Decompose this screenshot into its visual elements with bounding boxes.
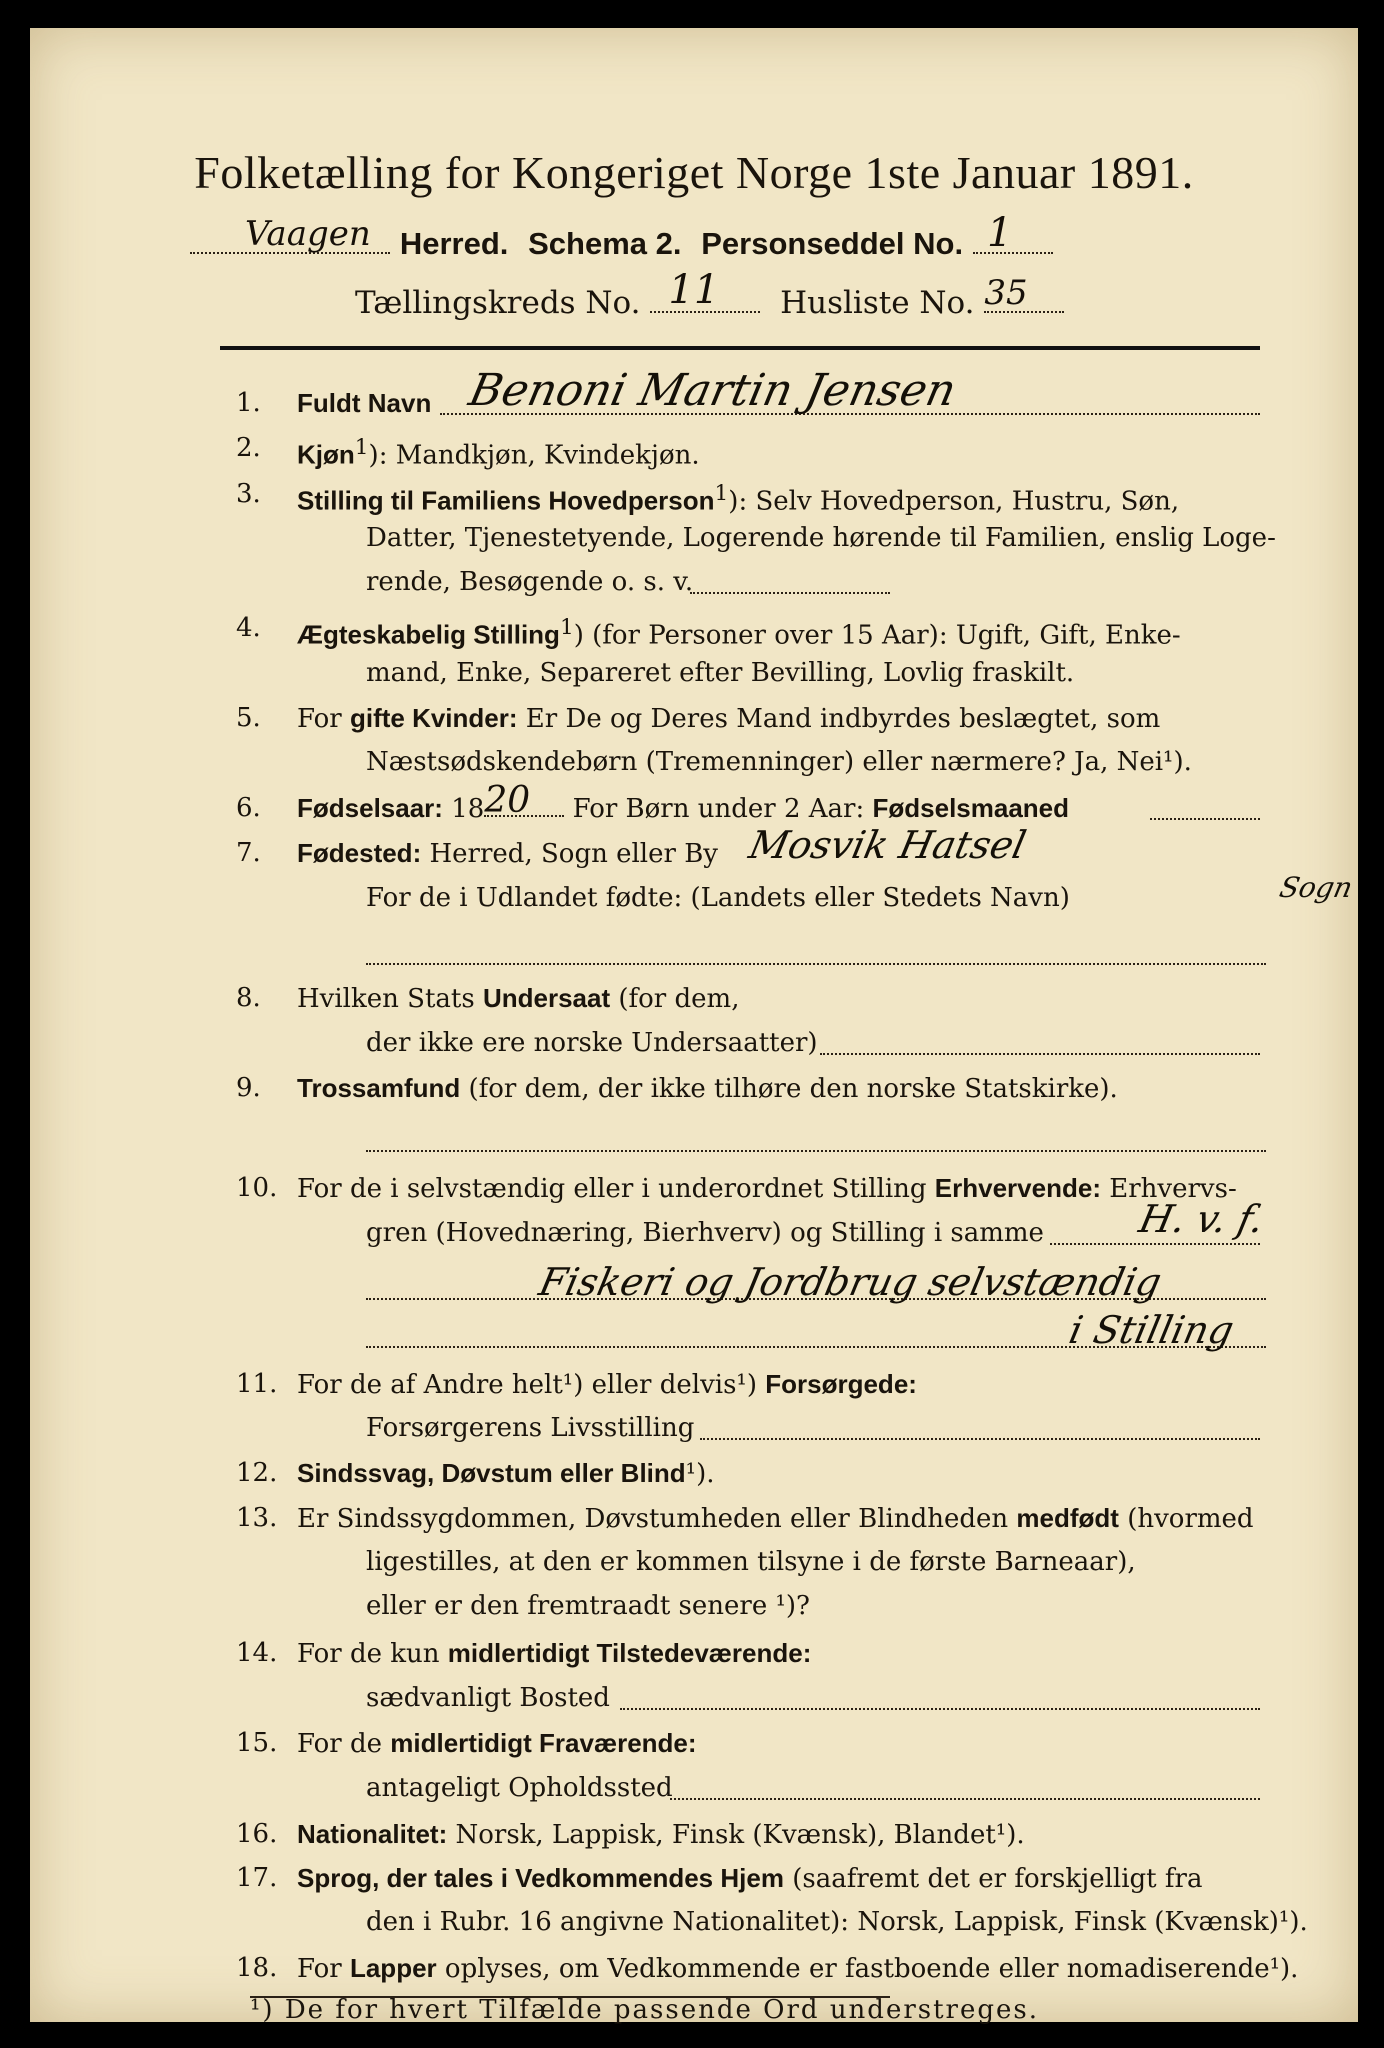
item-number: 16. [236, 1819, 278, 1849]
header-line-herred [190, 210, 1053, 262]
item-label: Fuldt Navn [297, 388, 432, 418]
herred-value: Vaagen [245, 214, 371, 254]
item-number: 3. [236, 479, 261, 509]
form-title: Folketælling for Kongeriget Norge 1ste Januar 1891. [194, 147, 1194, 198]
husliste-value: 35 [984, 273, 1028, 313]
occupation-code-value: H. v. f. [1135, 1197, 1268, 1241]
header-divider [220, 346, 1260, 350]
item-label: gifte Kvinder: [349, 703, 518, 733]
birthplace-sogn-value: Sogn [1276, 871, 1356, 904]
item-number: 9. [236, 1073, 261, 1103]
item-number: 7. [236, 838, 261, 868]
item-label: Fødested: [297, 838, 422, 868]
footnote: ¹) De for hvert Tilfælde passende Ord understreges. [250, 1995, 1040, 2025]
personseddel-label: Personseddel No. [701, 226, 964, 261]
item-number: 2. [236, 433, 261, 463]
item-continuation: antageligt Opholdssted [366, 1773, 673, 1803]
item-text: ): Mandkjøn, Kvindekjøn. [368, 440, 700, 471]
item-number: 5. [236, 703, 261, 733]
birth-year-value: 20 [484, 780, 531, 821]
item-label: Kjøn [297, 439, 355, 470]
item-continuation: Forsørgerens Livsstilling [366, 1413, 695, 1443]
occupation-value: Fiskeri og Jordbrug selvstændig [535, 1260, 1166, 1304]
item-continuation: mand, Enke, Separeret efter Bevilling, Lovlig fraskilt. [366, 658, 1075, 688]
item-label: Fødselsaar: [297, 793, 443, 823]
item-text: Er De og Deres Mand indbyrdes beslægtet, som [517, 704, 1161, 734]
item-continuation: rende, Besøgende o. s. v. [366, 567, 694, 597]
item-continuation: ligestilles, at den er kommen tilsyne i de første Barneaar), [366, 1547, 1136, 1577]
item-label: midlertidigt Tilstedeværende: [447, 1638, 812, 1668]
item-continuation: Datter, Tjenestetyende, Logerende hørende til Familien, enslig Loge- [366, 523, 1276, 553]
item-label: Erhvervende: [934, 1173, 1101, 1203]
item-number: 1. [236, 388, 261, 418]
item-continuation: gren (Hovednæring, Bierhverv) og Stilling i samme [366, 1218, 1044, 1248]
item-label: Trossamfund [297, 1073, 461, 1103]
herred-label: Herred. [399, 226, 509, 261]
item-number: 12. [236, 1458, 278, 1488]
husliste-label: Husliste No. [780, 285, 975, 321]
kreds-value: 11 [668, 267, 720, 313]
kreds-label: Tællingskreds No. [355, 285, 641, 321]
personseddel-value: 1 [986, 210, 1013, 256]
item-continuation: Næstsødskendebørn (Tremenninger) eller nærmere? Ja, Nei¹). [366, 747, 1192, 777]
item-number: 11. [236, 1369, 278, 1399]
item-label: Stilling til Familiens Hovedperson [297, 485, 715, 516]
item-label: Ægteskabelig Stilling [297, 619, 560, 650]
full-name-value: Benoni Martin Jensen [464, 365, 961, 416]
item-number: 6. [236, 793, 261, 823]
item-continuation: eller er den fremtraadt senere ¹)? [366, 1591, 810, 1621]
item-continuation: den i Rubr. 16 angivne Nationalitet): Norsk, Lappisk, Finsk (Kvænsk)¹). [366, 1907, 1308, 1937]
item-number: 8. [236, 983, 261, 1013]
item-number: 13. [236, 1503, 278, 1533]
item-continuation: sædvanligt Bosted [366, 1683, 610, 1713]
census-form: Folketælling for Kongeriget Norge 1ste Januar 1891. Vaagen Herred. Schema 2. Personseddel No. 1 Tællingskreds No. 11 Husliste No. 35 1. Fuldt Navn Benoni Martin Jensen 2. Kjøn$^1$): Mandkjøn, Kvindekjøn. 3. Stilling til Familiens Hovedperson$^1$): Selv Hovedperson, Hustru, Søn, Datter, Tjenestetyende, Logerende hørende til Familien, enslig Loge- rende, Besøgende o. s. v. 4. Ægteskabelig Stilling$^1$) (for Personer over 15 Aar): Ugift, Gift, Enke- mand, Enke, Separeret efter Bevilling, Lovlig fraskilt. 5. For gifte Kvinder: Er De og Deres Mand indbyrdes beslægtet, som Næstsødskendebørn (Tremenninger) eller nærmere? Ja, Nei¹). 6. Fødselsaar: 18 20 For Børn under 2 Aar: Fødselsmaaned 7. Fødested: Herred, Sogn eller By Mosvik Hatsel For de i Udlandet fødte: (Landets eller Stedets Navn) Sogn 8. Hvilken Stats Undersaat (for dem, der ikke ere norske Undersaatter) 9. Trossamfund (for dem, der ikke tilhøre den norske Statskirke). 10. For de i selvstændig eller i underordnet Stilling Erhvervende: Erhvervs- gren (Hovednæring, Bierhverv) og Stilling i samme H. v. f. Fiskeri og Jordbrug selvstændig i Stilling 11. For de af Andre helt¹) eller delvis¹) Forsørgede: Forsørgerens Livsstilling 12. Sindssvag, Døvstum eller Blind¹). 13. Er Sindssygdommen, Døvstumheden eller Blindheden medfødt (hvormed ligestilles, at den er kommen tilsyne i de første Barneaar), eller er den fremtraadt senere ¹)? 14. For de kun midlertidigt Tilstedeværende: sædvanligt Bosted 15. For de midlertidigt Fraværende: antageligt Opholdssted 16. Nationalitet: Norsk, Lappisk, Finsk (Kvænsk), Blandet¹). 17. Sprog, der tales i Vedkommendes Hjem (saafremt det er forskjelligt fra den i Rubr. 16 angivne Nationalitet): Norsk, Lappisk, Finsk (Kvænsk)¹). 18. For Lapper oplyses, om Vedkommende er fastboende eller nomadiserende¹). [30, 28, 1358, 2022]
item-label: midlertidigt Fraværende: [390, 1728, 697, 1758]
occupation-value-cont: i Stilling [1065, 1308, 1238, 1352]
item-number: 10. [236, 1173, 278, 1203]
item-label: Forsørgede: [765, 1369, 917, 1399]
birthplace-value: Mosvik Hatsel [745, 823, 1030, 867]
item-number: 15. [236, 1728, 278, 1758]
item-number: 4. [236, 613, 261, 643]
item-label: Undersaat [482, 983, 611, 1013]
header-line-kreds [355, 267, 1064, 321]
item-text: ) (for Personer over 15 Aar): Ugift, Gift, Enke- [573, 620, 1181, 651]
schema-label: Schema 2. [528, 226, 682, 261]
item-label: Nationalitet: [297, 1819, 448, 1849]
item-label: Sprog, der tales i Vedkommendes Hjem [297, 1863, 784, 1893]
item-label: Lapper [349, 1953, 437, 1983]
item-text: ): Selv Hovedperson, Hustru, Søn, [728, 486, 1180, 517]
item-number: 17. [236, 1863, 278, 1893]
item-number: 14. [236, 1638, 278, 1668]
item-number: 18. [236, 1953, 278, 1983]
item-label: medfødt [1016, 1503, 1119, 1533]
item-label: Sindssvag, Døvstum eller Blind [297, 1458, 686, 1488]
item-continuation: der ikke ere norske Undersaatter) [366, 1028, 818, 1058]
item-continuation: For de i Udlandet fødte: (Landets eller Stedets Navn) [366, 883, 1070, 913]
